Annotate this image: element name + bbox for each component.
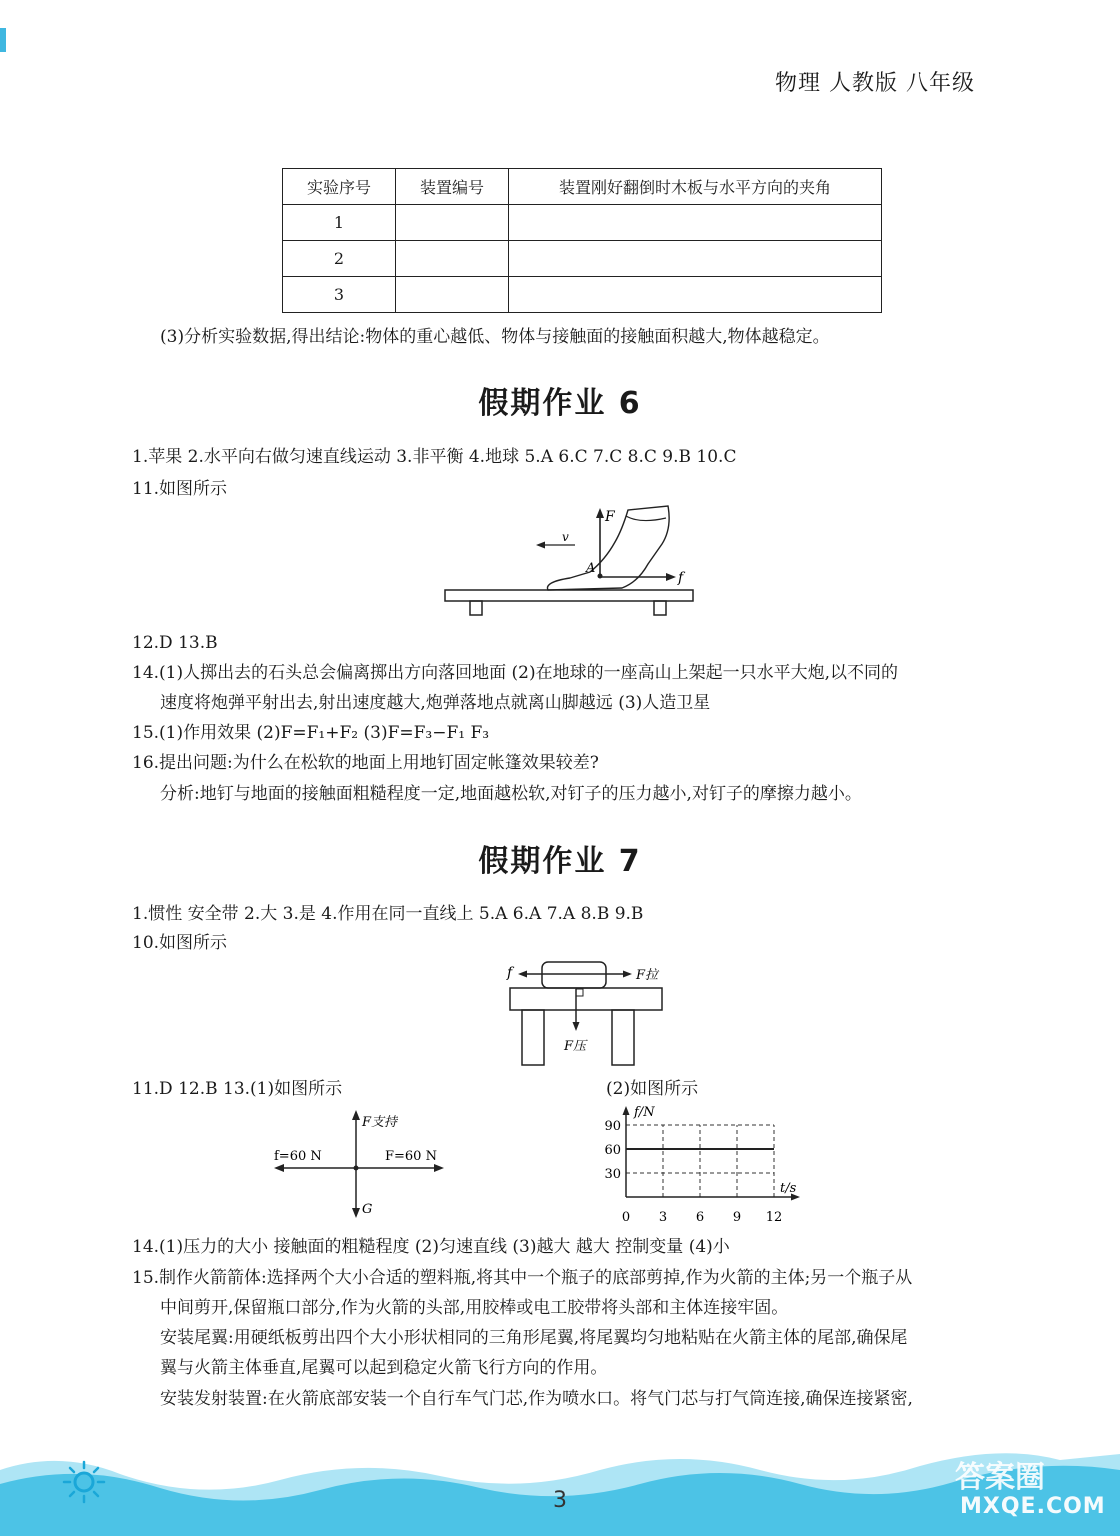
hw6-q16-analysis: 分析:地钉与地面的接触面粗糙程度一定,地面越松软,对钉子的压力越小,对钉子的摩擦力越小。: [160, 784, 862, 804]
hw6-answers-line: 1.苹果 2.水平向右做匀速直线运动 3.非平衡 4.地球 5.A 6.C 7.C 8.C 9.B 10.C: [132, 447, 737, 467]
table-cell: [396, 205, 509, 241]
arrow-head-left-icon: [518, 971, 527, 978]
label-v: v: [562, 530, 569, 544]
x-axis-label: t/s: [780, 1181, 797, 1196]
page-number: 3: [553, 1488, 567, 1513]
label-f: f: [678, 570, 684, 586]
table-top: [510, 988, 662, 1010]
hw7-answers-line: 1.惯性 安全带 2.大 3.是 4.作用在同一直线上 5.A 6.A 7.A 8.B 9.B: [132, 904, 644, 924]
conclusion-text: (3)分析实验数据,得出结论:物体的重心越低、物体与接触面的接触面积越大,物体越稳定。: [160, 327, 830, 347]
table-row: [283, 241, 882, 277]
table-cell: [396, 277, 509, 313]
board-leg-left: [470, 601, 482, 615]
friction-time-chart: [596, 1100, 816, 1228]
hw7-figure-block-on-table: [500, 955, 680, 1070]
arrow-head-down-icon: [352, 1208, 360, 1218]
hw7-q11-13: 11.D 12.B 13.(1)如图所示: [132, 1079, 343, 1099]
hw7-q15-line2: 中间剪开,保留瓶口部分,作为火箭的头部,用胶棒或电工胶带将头部和主体连接牢固。: [160, 1298, 789, 1318]
arrow-head-right-icon: [434, 1164, 444, 1172]
hw6-q14-line1: 14.(1)人掷出去的石头总会偏离掷出方向落回地面 (2)在地球的一座高山上架起一只水平大炮,以不同的: [132, 663, 899, 683]
table-row: [283, 205, 882, 241]
table-row: [283, 277, 882, 313]
hw6-q11: 11.如图所示: [132, 479, 228, 499]
hw7-q15-line3: 安装尾翼:用硬纸板剪出四个大小形状相同的三角形尾翼,将尾翼均匀地粘贴在火箭主体的尾部,确保尾: [160, 1328, 908, 1348]
watermark-url: MXQE.COM: [960, 1494, 1106, 1519]
table-header-cell: 装置刚好翻倒时木板与水平方向的夹角: [509, 169, 882, 205]
label-F60: F=60 N: [385, 1149, 437, 1164]
table-cell: [509, 241, 882, 277]
label-F-press: F压: [564, 1039, 587, 1054]
right-angle-mark: [576, 989, 583, 996]
x-tick-label: 6: [695, 1210, 705, 1225]
table-header-row: [283, 169, 882, 205]
table-header-cell: 装置编号: [396, 169, 509, 205]
arrow-head-left-icon: [536, 542, 545, 549]
label-F: F: [605, 509, 615, 525]
arrow-head-down-icon: [573, 1022, 580, 1031]
table-cell: [396, 241, 509, 277]
arrow-head-up-icon: [596, 508, 604, 518]
hw6-q14-line2: 速度将炮弹平射出去,射出速度越大,炮弹落地点就离山脚越远 (3)人造卫星: [160, 693, 711, 713]
hw7-q14: 14.(1)压力的大小 接触面的粗糙程度 (2)匀速直线 (3)越大 越大 控制变量 (4)小: [132, 1237, 730, 1257]
label-f60: f=60 N: [274, 1149, 322, 1164]
table-header-cell: 实验序号: [283, 169, 396, 205]
hw6-q16-question: 16.提出问题:为什么在松软的地面上用地钉固定帐篷效果较差?: [132, 753, 599, 773]
arrow-head-right-icon: [666, 573, 676, 581]
label-F-support: F支持: [362, 1115, 398, 1130]
hw6-figure-foot-on-board: [440, 500, 700, 625]
label-G: G: [362, 1202, 373, 1217]
hw7-q15-line1: 15.制作火箭箭体:选择两个大小合适的塑料瓶,将其中一个瓶子的底部剪掉,作为火箭的主体;另一个瓶子从: [132, 1268, 913, 1288]
y-tick-label: 60: [604, 1143, 621, 1158]
hw6-title: 假期作业 6: [478, 386, 642, 421]
arrow-head-up-icon: [352, 1110, 360, 1120]
hw7-q15-line5: 安装发射装置:在火箭底部安装一个自行车气门芯,作为喷水口。将气门芯与打气筒连接,确保连接紧密,: [160, 1389, 913, 1409]
hw7-q13-2: (2)如图所示: [606, 1079, 699, 1099]
table-cell: 2: [283, 241, 396, 277]
hw7-title: 假期作业 7: [478, 844, 642, 879]
table-leg-left: [522, 1010, 544, 1065]
block: [542, 962, 606, 988]
board: [445, 590, 693, 601]
x-tick-label: 9: [732, 1210, 742, 1225]
hw7-q15-line4: 翼与火箭主体垂直,尾翼可以起到稳定火箭飞行方向的作用。: [160, 1358, 608, 1378]
corner-accent: [0, 28, 6, 52]
label-f: f: [507, 965, 513, 981]
x-tick-label: 0: [621, 1210, 631, 1225]
center-point: [354, 1166, 359, 1171]
watermark-logo: 答案圈: [955, 1460, 1045, 1495]
hw6-q15: 15.(1)作用效果 (2)F=F₁+F₂ (3)F=F₃−F₁ F₃: [132, 723, 490, 743]
table-cell: 3: [283, 277, 396, 313]
hw7-q10: 10.如图所示: [132, 933, 228, 953]
y-tick-label: 90: [604, 1119, 621, 1134]
arrow-head-left-icon: [274, 1164, 284, 1172]
board-leg-right: [654, 601, 666, 615]
y-tick-label: 30: [604, 1167, 621, 1182]
arrow-head-right-icon: [623, 971, 632, 978]
table-cell: [509, 205, 882, 241]
label-F-pull: F拉: [636, 968, 659, 983]
x-tick-label: 12: [765, 1210, 783, 1225]
table-cell: 1: [283, 205, 396, 241]
y-axis-label: f/N: [634, 1105, 655, 1120]
hw6-q12-13: 12.D 13.B: [132, 633, 218, 653]
label-A: A: [586, 561, 596, 576]
experiment-table: [282, 168, 882, 313]
sock-line: [626, 516, 666, 521]
hw7-force-diagram: [272, 1108, 452, 1220]
y-axis-arrow-icon: [623, 1106, 630, 1115]
table-cell: [509, 277, 882, 313]
x-tick-label: 3: [658, 1210, 668, 1225]
page-header: 物理 人教版 八年级: [775, 71, 975, 96]
table-leg-right: [612, 1010, 634, 1065]
point-A: [598, 574, 603, 579]
